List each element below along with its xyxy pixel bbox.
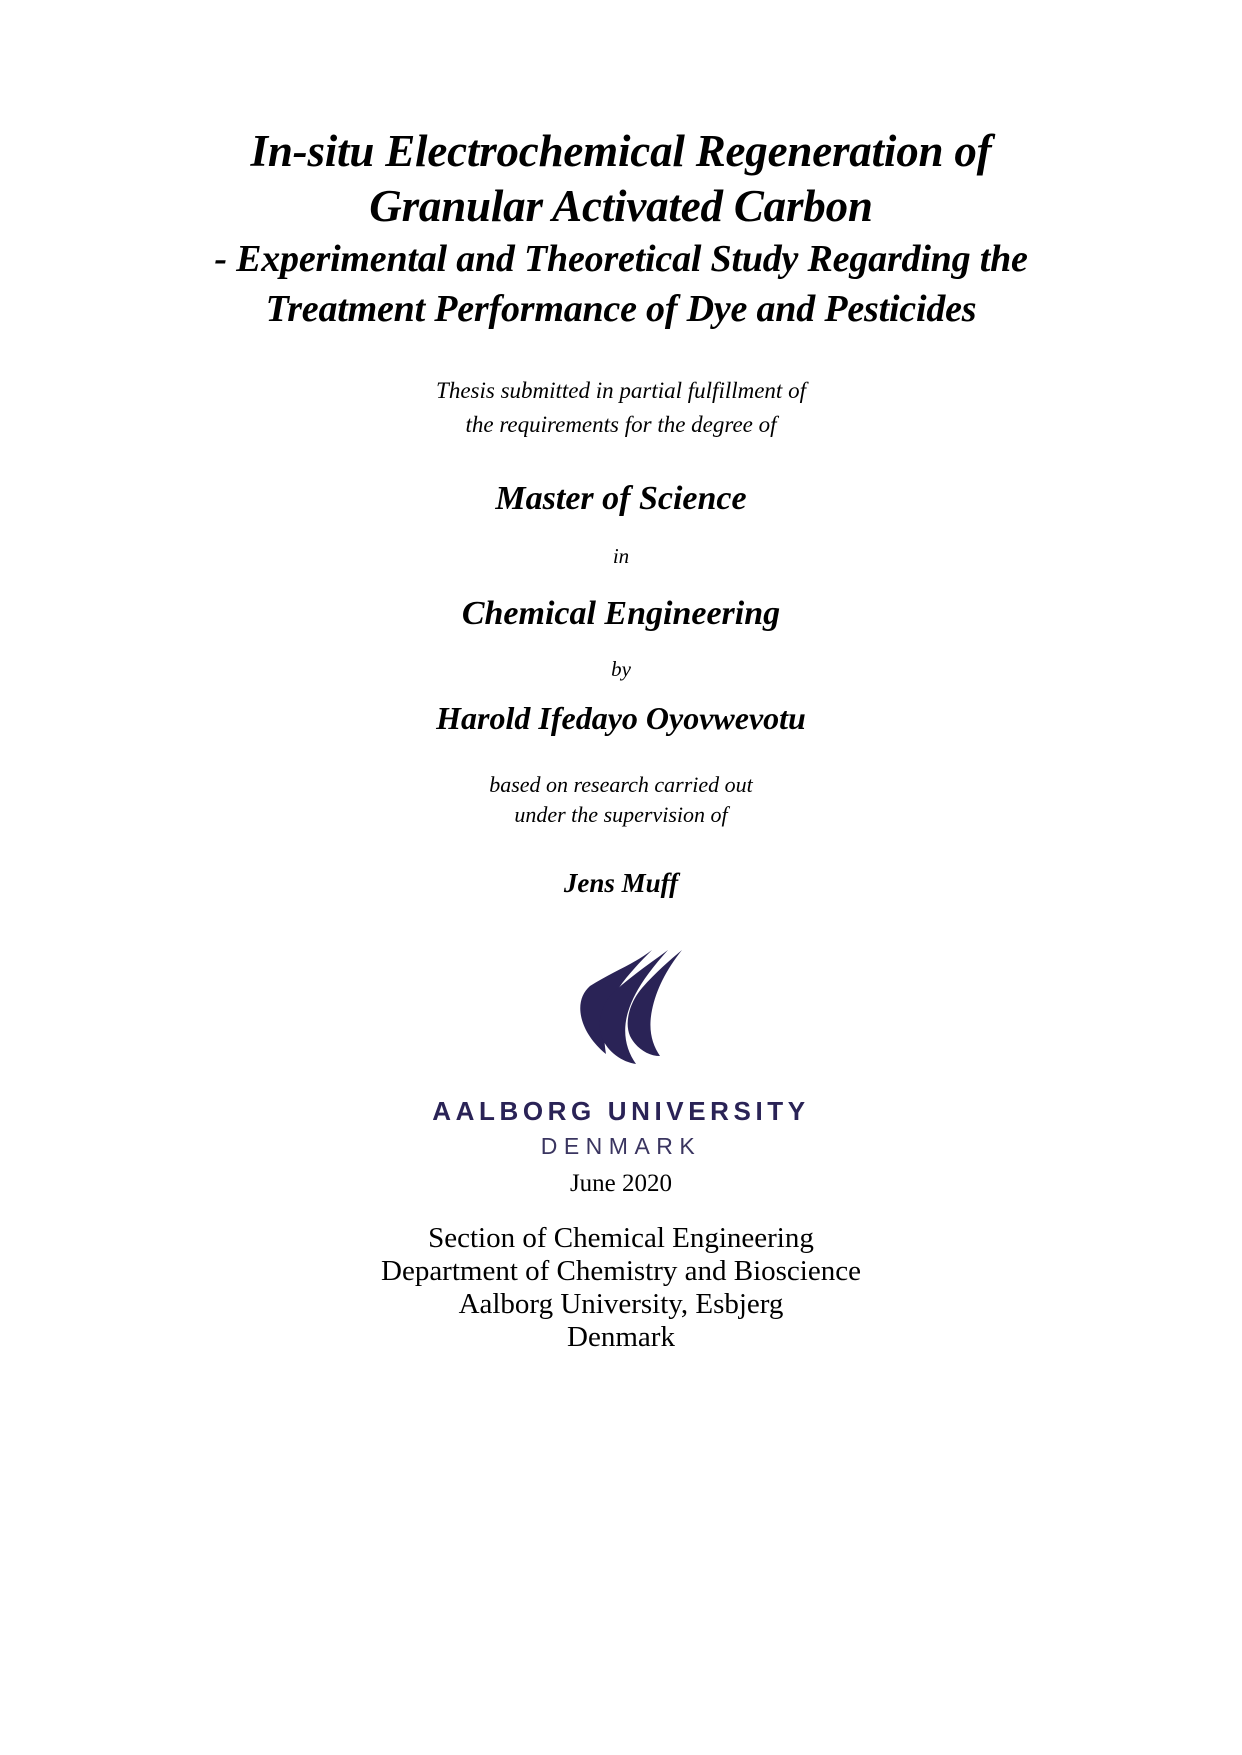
degree-name: Master of Science <box>495 480 747 517</box>
supervision-note <box>0 770 1242 830</box>
subtitle-line-1: - Experimental and Theoretical Study Regarding the <box>214 238 1028 280</box>
supervision-note-line-1: based on research carried out <box>489 772 753 797</box>
degree-connector-in: in <box>612 544 630 568</box>
title-line-2: Granular Activated Carbon <box>369 181 873 231</box>
author-connector-by: by <box>611 657 631 681</box>
institution-address <box>0 1222 1242 1354</box>
title-line-1: In-situ Electrochemical Regeneration of <box>250 126 992 176</box>
supervisor-name: Jens Muff <box>563 868 679 898</box>
thesis-statement-line-1: Thesis submitted in partial fulfillment of <box>436 378 806 403</box>
address-line-2: Department of Chemistry and Bioscience <box>381 1255 861 1287</box>
thesis-statement-line-2: the requirements for the degree of <box>465 412 777 437</box>
university-logo <box>0 950 1242 1075</box>
subtitle-line-2: Treatment Performance of Dye and Pesticides <box>265 288 977 330</box>
aalborg-university-logo-icon <box>556 950 686 1070</box>
thesis-statement <box>0 374 1242 442</box>
page-title <box>0 124 1242 334</box>
address-line-3: Aalborg University, Esbjerg <box>458 1288 784 1320</box>
university-logo-name: AALBORG UNIVERSITY <box>432 1096 810 1126</box>
address-line-4: Denmark <box>567 1321 675 1353</box>
university-logo-country: DENMARK <box>540 1133 702 1159</box>
address-line-1: Section of Chemical Engineering <box>428 1222 814 1254</box>
author-name: Harold Ifedayo Oyovwevotu <box>436 700 806 736</box>
degree-field: Chemical Engineering <box>461 595 781 632</box>
publication-date: June 2020 <box>569 1170 673 1197</box>
supervision-note-line-2: under the supervision of <box>514 802 728 827</box>
